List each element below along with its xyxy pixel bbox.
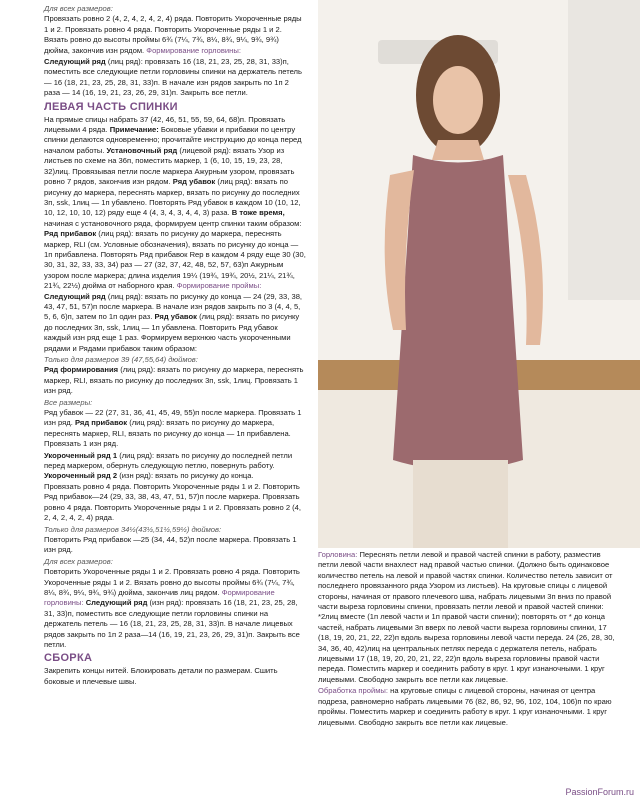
paragraph: Укороченный ряд 1 (лиц ряд): вязать по рисунку до последней петли перед маркером, обернуть следующую петлю, повернуть работу. Укороченный ряд 2 (изн ряд): вязать по рисунку до конца. Провязать ровно 4 ряда. Повторить Укороченные ряды 1 и 2. Повторить Ряд прибавок—24 (29, 33, 38, 43, 47, 51, 57)п после маркера. Провязать ровно 4 ряда. Повторить Укороченные ряды 1 и 2. Провязать ровно 2 (4, 2, 4, 2, 4, 2, 4) ряда.	[44, 450, 302, 523]
paragraph: Обработка проймы: на круговые спицы с лицевой стороны, начиная от центра подреза, равномерно набрать лицевыми 76 (82, 86, 92, 96, 102, 104, 106)п по краю проймы. Поместить маркер и соединить работу в круг. 1 круг изнаночными. 1 круг лицевыми. Свободно закрыть все петли как лицевые.	[318, 686, 612, 727]
paragraph: Для всех размеров: Провязать ровно 2 (4, 2, 4, 2, 4, 2, 4) ряда. Повторить Укороченные ряды 1 и 2. Провязать ровно 4 ряда. Повторить Укороченные ряды 1 и 2. Вязать ровно до высоты проймы 6¾ (7¼, 7¾, 8¼, 8¾, 9¼, 9¾, 9¾) дюйма, закончив изн рядом. Формирование горловины:	[44, 4, 302, 55]
watermark: PassionForum.ru	[565, 787, 634, 797]
paragraph: Следующий ряд (лиц ряд): провязать 16 (18, 21, 23, 25, 28, 31, 33)п, поместить все следующие петли горловины спинки на держатель петель — 16 (18, 21, 23, 25, 28, 31, 33)п. В начале изн рядов закрыть по 1п 2 раза — 14 (16, 19, 21, 23, 26, 29, 31)п. Закрыть все петли.	[44, 57, 302, 98]
instructions-right-column	[318, 550, 618, 729]
paragraph: На прямые спицы набрать 37 (42, 46, 51, 55, 59, 64, 68)п. Провязать лицевыми 4 ряда. Примечание: Боковые убавки и прибавки по центру спинки делаются одновременно; прочитайте инструкцию до конца перед началом работы. Установочный ряд (лицевой ряд): вязать Узор из листьев по схеме на 36п, поместить маркер, 1 (6, 10, 15, 19, 23, 28, 32)лиц. Провязывая петли после маркера Ажурным узором, провязать ровно 7 рядов, закончив изн рядом. Ряд убавок (лиц ряд): вязать по рисунку до маркера, переснять маркер, вязать по рисунку до последних 3п, ssk, 1лиц — 1п убавлено. Повторять Ряд убавок в каждом 10 (10, 12, 10, 12, 10, 10, 12) ряду еще 4 (4, 3, 4, 3, 4, 4, 3) раза. В тоже время, начиная с установочного ряда, формируем центр спинки таким образом: Ряд прибавок (лиц ряд): вязать по рисунку до маркера, переснять маркер, RLI (см. Условные обозначения), вязать по рисунку до конца — 1п прибавлена. Повторять Ряд прибавок Rep в каждом 4 ряду еще 30 (30, 30, 31, 32, 33, 33, 34) раз — 27 (32, 37, 42, 48, 52, 57, 63)п Ажурным узором после маркера; длина изделия 19¼ (19¾, 19¾, 20½, 21¼, 21¾, 21¾, 22½) дюйма от наборного края. Формирование проймы: Следующий ряд (лиц ряд): вязать по рисунку до конца — 24 (29, 33, 38, 43, 47, 51, 57)п после маркера. В начале изн рядов закрыть по 3 (4, 4, 5, 5, 6, 6)п, затем по 1п один раз. Ряд убавок (лиц ряд): вязать по рисунку до последних 3п, ssk, 1лиц — 1п убавлена. Повторить Ряд убавок каждый изн ряд еще 1 раз. Формируем верхнюю часть укороченными рядами и Рядами прибавок таким образом:	[44, 114, 306, 353]
paragraph: Все размеры: Ряд убавок — 22 (27, 31, 36, 41, 45, 49, 55)п после маркера. Провязать 1 изн ряд. Ряд прибавок (лиц ряд): вязать по рисунку до маркера, переснять маркер, RLI, вязать по рисунку до конца — 1п прибавлена. Провязать 1 изн ряд.	[44, 397, 302, 449]
instructions-left-column	[44, 4, 306, 688]
paragraph: Закрепить концы нитей. Блокировать детали по размерам. Сшить боковые и плечевые швы.	[44, 666, 278, 686]
paragraph: Для всех размеров: Повторить Укороченные ряды 1 и 2. Провязать ровно 4 ряда. Повторить Укороченные ряды 1 и 2. Вязать ровно до высоты проймы 6¾ (7¼, 7¾, 8¼, 8¾, 9¼, 9¾, 9¾) дюйма, закончив лиц рядом. Формирование горловины: Следующий ряд (изн ряд): провязать 16 (18, 21, 23, 25, 28, 31, 33)п, поместить все следующие петли горловины спинки на держатель петель — 16 (18, 21, 23, 25, 28, 31, 33)п. В начале лицевых рядов закрыть по 1п 2 раза—14 (16, 19, 21, 23, 26, 29, 31)п. Закрыть все петли.	[44, 556, 300, 649]
section-heading-assembly: СБОРКА	[44, 652, 93, 665]
model-photo	[318, 0, 640, 548]
size-note: Для всех размеров:	[44, 4, 113, 13]
paragraph: Только для размеров 39 (47,55,64) дюймов: Ряд формирования (лиц ряд): вязать по рисунку до маркера, переснять маркер, RLI, вязать по рисунку до последних 3п, ssk, 1лиц. Провязать 1 изн ряд.	[44, 355, 304, 396]
paragraph: Горловина: Переснять петли левой и правой частей спинки в работу, разместив петли левой части внахлест над правой частью спинки. (Должно быть одинаковое количество петель на левой и правой частях спинки. Количество петель зависит от последнего провязанного ряда Узором из листьев). На круговые спицы с лицевой стороны, начиная от правого плечевого шва, набрать лицевыми 3п вниз по правой части выреза горловины спинки, провязать петли левой и правой частей спинки: *2лиц вместе (1п левой части и 1п правой части спинки); повторять от * до конца частей, набрать лицевыми 3п вверх по левой части выреза горловины спинки, 17 (18, 19, 20, 21, 22, 22)п вдоль выреза горловины левой части переда. 24 (26, 28, 30, 34, 36, 40, 42)лиц на центральных петлях переда с держателя петель, набрать лицевыми 17 (18, 19, 20, 20, 21, 22, 22)п вдоль выреза горловины правой части переда. Поместить маркер и соединить работу в круг. 1 круг изнаночными. 1 круг лицевыми. Свободно закрыть все петли как лицевые.	[318, 550, 615, 684]
model-photo-illustration	[318, 0, 640, 548]
paragraph: Только для размеров 34½(43½,51½,59½) дюймов: Повторить Ряд прибавок —25 (34, 44, 52)п после маркера. Провязать 1 изн ряд.	[44, 524, 297, 555]
section-subheading: Формирование горловины:	[146, 45, 241, 55]
section-heading-left-back: ЛЕВАЯ ЧАСТЬ СПИНКИ	[44, 100, 178, 113]
